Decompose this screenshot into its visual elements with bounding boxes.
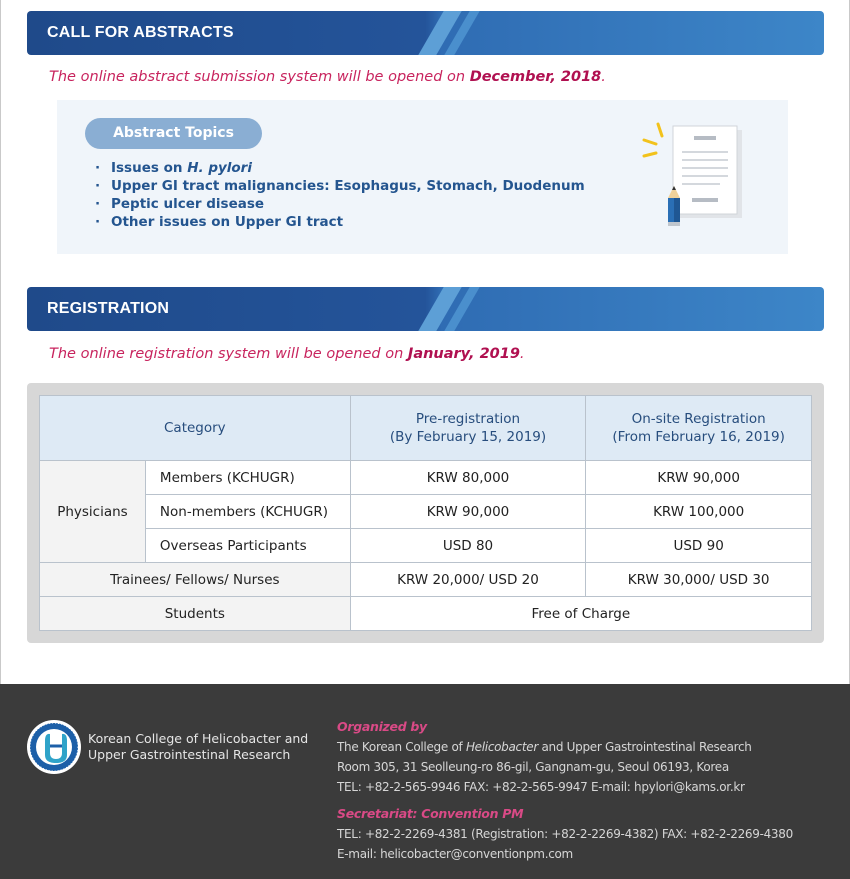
abstracts-notice: The online abstract submission system will be opened on December, 2018. <box>49 69 606 85</box>
footer <box>0 684 850 879</box>
pre-fee: KRW 80,000 <box>350 461 586 495</box>
topic-item: · Peptic ulcer disease <box>95 196 265 212</box>
registration-table-panel <box>27 383 824 643</box>
table-row <box>40 529 812 563</box>
topic-item: · Other issues on Upper GI tract <box>95 214 344 230</box>
abstracts-header-bar <box>27 11 824 55</box>
registration-header-title: REGISTRATION <box>47 300 170 317</box>
secretariat-email: E-mail: helicobacter@conventionpm.com <box>337 847 573 861</box>
registration-fee-table <box>39 395 812 631</box>
onsite-fee: USD 90 <box>586 529 812 563</box>
table-row <box>40 461 812 495</box>
registration-notice: The online registration system will be opened on January, 2019. <box>49 346 525 362</box>
row-label: Members (KCHUGR) <box>145 461 350 495</box>
table-row <box>40 495 812 529</box>
document-pencil-icon <box>640 120 750 230</box>
row-label: Overseas Participants <box>145 529 350 563</box>
organizer-contact: TEL: +82-2-565-9946 FAX: +82-2-565-9947 E-mail: hpylori@kams.or.kr <box>337 780 745 794</box>
pre-fee: KRW 20,000/ USD 20 <box>350 563 586 597</box>
pre-fee: USD 80 <box>350 529 586 563</box>
onsite-fee: KRW 90,000 <box>586 461 812 495</box>
organizer-address: Room 305, 31 Seolleung-ro 86-gil, Gangnam-gu, Seoul 06193, Korea <box>337 760 729 774</box>
organized-by-label: Organized by <box>337 719 427 734</box>
header-onsite-registration: On-site Registration (From February 16, 2019) <box>586 396 812 461</box>
abstract-topics-title: Abstract Topics <box>85 118 262 149</box>
physicians-cell: Physicians <box>40 461 146 563</box>
table-row <box>40 597 812 631</box>
kchugr-logo <box>26 719 82 775</box>
abstracts-header-title: CALL FOR ABSTRACTS <box>47 24 234 41</box>
onsite-fee: KRW 100,000 <box>586 495 812 529</box>
pre-fee: KRW 90,000 <box>350 495 586 529</box>
secretariat-label: Secretariat: Convention PM <box>337 806 524 821</box>
row-label: Students <box>40 597 351 631</box>
table-row <box>40 563 812 597</box>
registration-notice-date: January, 2019 <box>407 346 520 362</box>
onsite-fee: KRW 30,000/ USD 30 <box>586 563 812 597</box>
footer-org-name: Korean College of Helicobacter and Upper Gastrointestinal Research <box>88 731 309 762</box>
header-pre-registration: Pre-registration (By February 15, 2019) <box>350 396 586 461</box>
header-category: Category <box>40 396 351 461</box>
secretariat-contact: TEL: +82-2-2269-4381 (Registration: +82-2-2269-4382) FAX: +82-2-2269-4380 <box>337 827 793 841</box>
topic-item: · Upper GI tract malignancies: Esophagus, Stomach, Duodenum <box>95 178 585 194</box>
organizer-name: The Korean College of Helicobacter and Upper Gastrointestinal Research <box>337 740 752 754</box>
abstracts-notice-date: December, 2018 <box>469 69 602 85</box>
row-label: Non-members (KCHUGR) <box>145 495 350 529</box>
topic-item: · Issues on H. pylori <box>95 160 252 176</box>
registration-header-bar <box>27 287 824 331</box>
table-header-row <box>40 396 812 461</box>
row-label: Trainees/ Fellows/ Nurses <box>40 563 351 597</box>
students-fee: Free of Charge <box>350 597 811 631</box>
footer-info <box>337 717 793 864</box>
abstract-topics-list <box>95 159 585 231</box>
abstract-topics-box <box>57 100 788 254</box>
